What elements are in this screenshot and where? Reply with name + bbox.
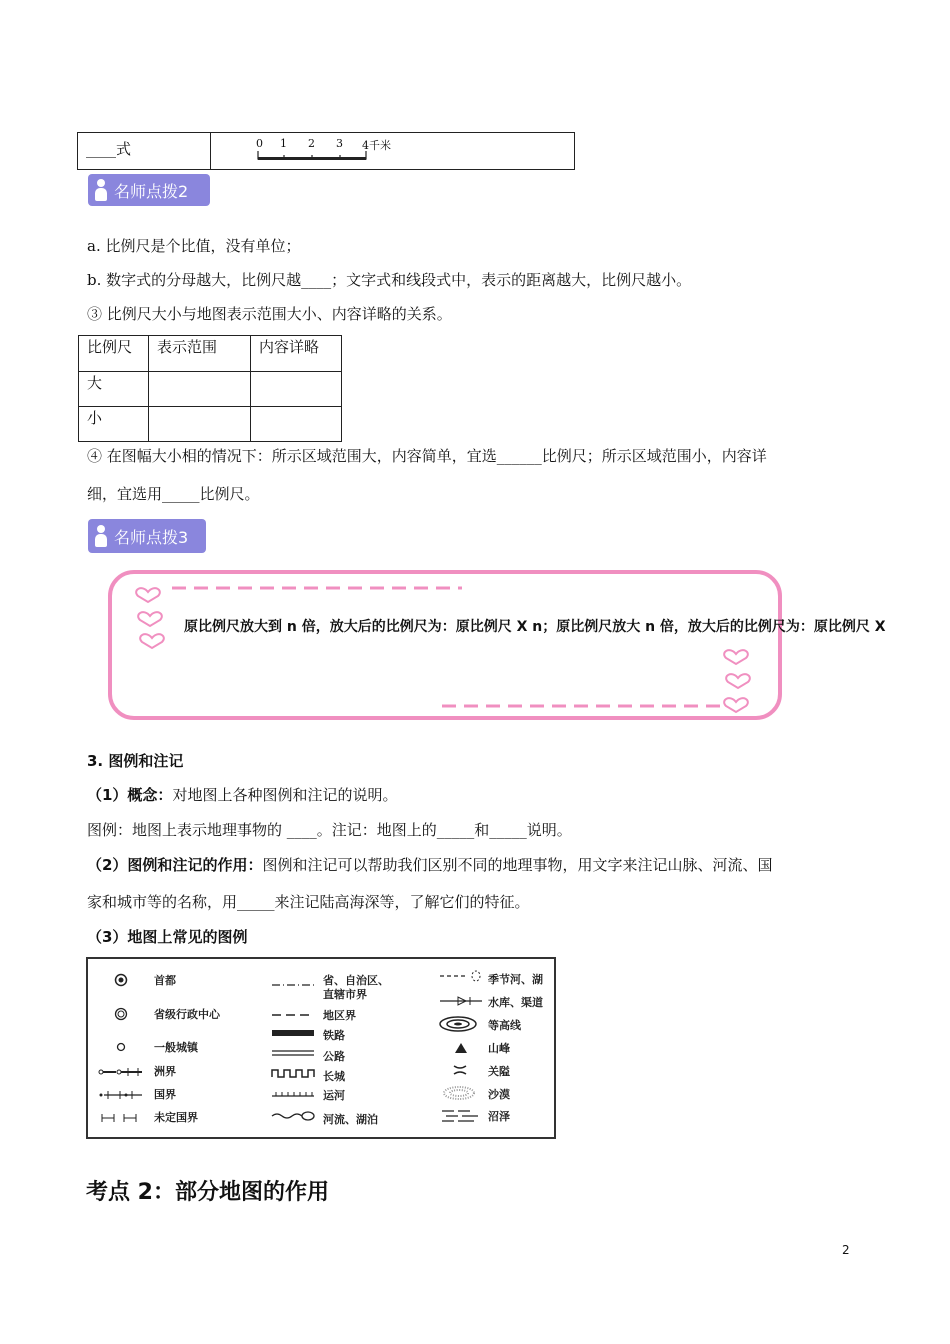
table-header: 表示范围 [149,336,251,372]
legend-label: 长城 [323,1070,345,1083]
item-4-line-1: ④ 在图幅大小相的情况下：所示区域范围大，内容简单，宜选______比例尺；所示区域范围小，内容详 [87,447,767,465]
railway-icon [270,1029,316,1037]
scale-tick-label: 2 [308,137,315,150]
great-wall-icon [270,1067,316,1079]
capital-icon [114,973,128,987]
concept-text: 对地图上各种图例和注记的说明。 [172,786,398,804]
town-icon [116,1042,126,1052]
legend-label: 山峰 [488,1042,510,1055]
tip-badge-3 [88,519,206,553]
table-cell: 小 [79,407,149,442]
legend-label: 直辖市界 [323,988,367,1001]
map-legend-box [86,957,556,1139]
mountain-peak-icon [454,1042,468,1054]
tip2-point-b: b. 数字式的分母越大，比例尺越____；文字式和线段式中，表示的距离越大，比例尺越小。 [87,271,692,289]
legend-label: 等高线 [488,1019,521,1032]
national-boundary-icon [98,1090,144,1100]
scale-bar-icon [256,149,376,161]
table-header: 内容详略 [251,336,342,372]
role-text: 图例和注记可以帮助我们区别不同的地理事物，用文字来注记山脉、河流、国 [262,856,773,874]
tip-badge-2 [88,174,210,206]
scale-relation-table [78,335,342,442]
tip-badge-label: 名师点拨3 [114,527,189,547]
legend-label: 季节河、湖 [488,973,543,986]
page-number: 2 [842,1243,850,1257]
scale-tick-label: 0 [256,137,263,150]
legend-label: 洲界 [154,1065,176,1078]
teacher-icon [94,525,108,547]
legend-label: 铁路 [323,1029,345,1042]
tip-badge-label: 名师点拨2 [114,181,189,201]
district-boundary-icon [270,1011,316,1019]
legend-label: 国界 [154,1088,176,1101]
table-cell [149,407,251,442]
common-legend-label: （3）地图上常见的图例 [87,928,248,946]
tip3-frame [108,570,886,720]
canal-icon [270,1089,316,1099]
legend-definition: 图例：地图上表示地理事物的 ____。注记：地图上的_____和_____说明。 [87,821,572,839]
legend-label: 未定国界 [154,1111,198,1124]
legend-label: 沼泽 [488,1110,510,1123]
table-header: 比例尺 [79,336,149,372]
tip2-point-a: a. 比例尺是个比值，没有单位； [87,237,301,255]
scale-table [77,132,575,170]
section-heading-kaodian-2: 考点 2：部分地图的作用 [86,1180,329,1205]
scale-tick-label: 3 [336,137,343,150]
provincial-center-icon [114,1007,128,1021]
legend-label: 河流、湖泊 [323,1113,378,1126]
pass-icon [452,1064,468,1076]
contour-line-icon [438,1015,484,1033]
legend-label: 省级行政中心 [154,1008,220,1021]
section-3-title: 3. 图例和注记 [87,752,184,770]
table-cell [251,407,342,442]
scale-table-divider [210,133,211,169]
legend-label: 关隘 [488,1065,510,1078]
legend-label: 地区界 [323,1009,356,1022]
role-label: （2）图例和注记的作用： [87,856,263,874]
scale-tick-label: 4千米 [362,139,391,152]
swamp-icon [440,1108,480,1124]
table-cell [251,372,342,407]
undetermined-boundary-icon [100,1113,146,1123]
line-scale-bar [256,137,396,165]
river-lake-icon [270,1109,316,1123]
reservoir-channel-icon [438,995,484,1007]
item-4-line-2: 细，宜选用_____比例尺。 [87,485,260,503]
table-cell: 大 [79,372,149,407]
desert-icon [442,1086,476,1100]
legend-label: 运河 [323,1089,345,1102]
legend-label: 一般城镇 [154,1041,198,1054]
legend-label: 水库、渠道 [488,996,543,1009]
decorative-hearts-icon [112,574,778,716]
concept-line [87,785,397,805]
legend-label: 公路 [323,1050,345,1063]
scale-type-label: ____式 [86,140,132,158]
legend-label: 沙漠 [488,1088,510,1101]
seasonal-river-icon [438,969,484,983]
provincial-boundary-icon [270,981,316,989]
concept-label: （1）概念： [87,786,173,804]
table-cell [149,372,251,407]
legend-label: 首都 [154,974,176,987]
teacher-icon [94,179,108,201]
role-line-2: 家和城市等的名称，用_____来注记陆高海深等，了解它们的特征。 [87,893,530,911]
tip3-text: 原比例尺放大到 n 倍，放大后的比例尺为：原比例尺 X n；原比例尺放大 n 倍，放大后的比例尺为：原比例尺 X [184,619,886,635]
scale-tick-label: 1 [280,137,287,150]
continent-boundary-icon [98,1067,144,1077]
role-line [87,855,772,875]
item-3: ③ 比例尺大小与地图表示范围大小、内容详略的关系。 [87,305,452,323]
highway-icon [270,1049,316,1057]
legend-label: 省、自治区、 [323,974,389,987]
